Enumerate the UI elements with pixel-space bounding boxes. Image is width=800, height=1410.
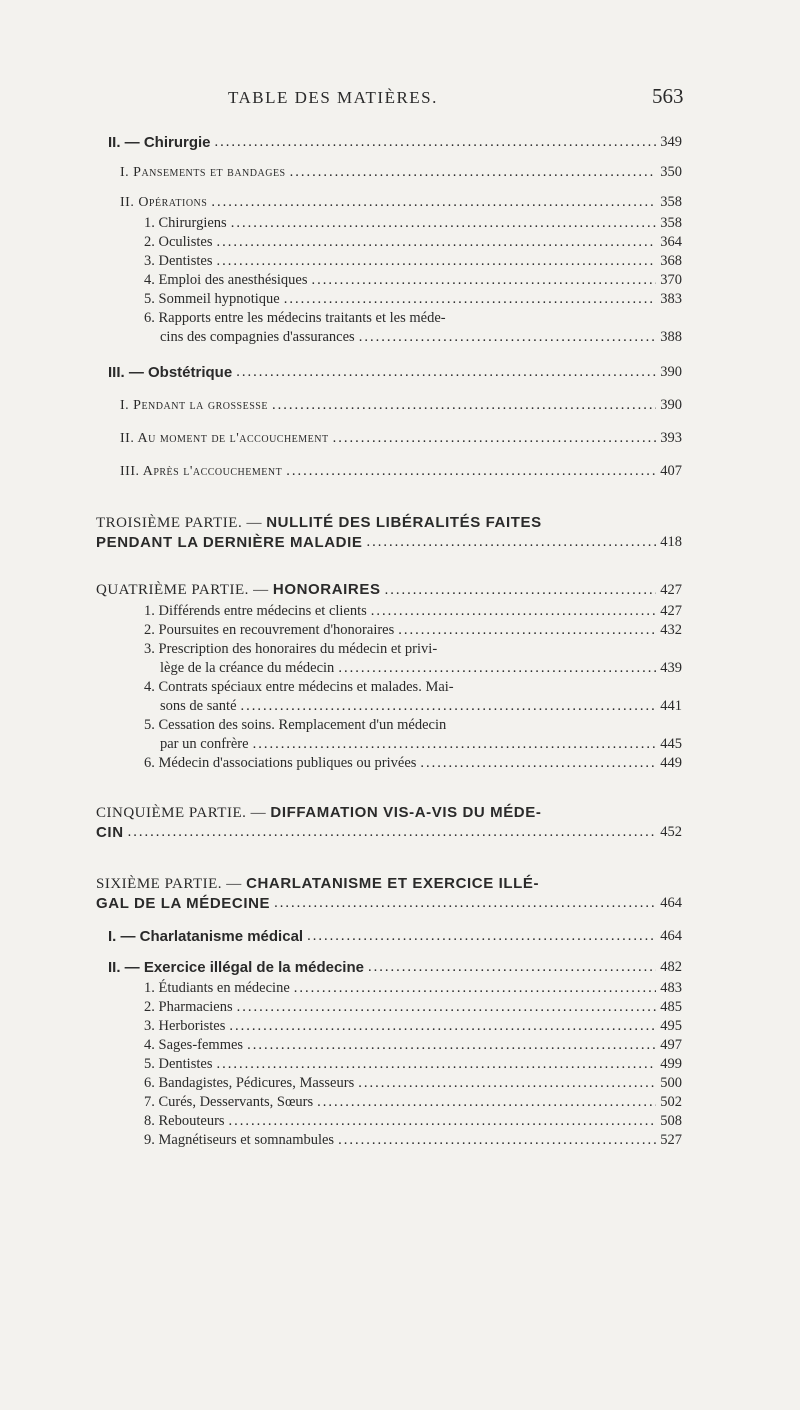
toc-entry-prescription: 3. Prescription des honoraires du médecin et privi- lège de la créance du médecin ..... 439 xyxy=(108,640,682,678)
toc-entry-bandagistes: 6. Bandagistes, Pédicures, Masseurs ..... 500 xyxy=(108,1074,682,1093)
toc-entry-accouchement: II. Au moment de l'accouchement ..... 393 xyxy=(108,429,682,448)
toc-entry-charlatanisme: I. — Charlatanisme médical ..... 464 xyxy=(108,927,682,946)
toc-entry-sommeil: 5. Sommeil hypnotique ..... 383 xyxy=(108,290,682,309)
toc-entry-poursuites: 2. Poursuites en recouvrement d'honoraires ..... 432 xyxy=(108,621,682,640)
toc-entry-etudiants: 1. Étudiants en médecine ..... 483 xyxy=(108,979,682,998)
running-title: TABLE DES MATIÈRES. xyxy=(228,88,438,107)
table-of-contents xyxy=(96,133,682,1150)
toc-part-five: CINQUIÈME PARTIE. — DIFFAMATION VIS-A-VIS DU MÉDE- CIN ..... 452 xyxy=(96,803,682,842)
toc-part-three: TROISIÈME PARTIE. — NULLITÉ DES LIBÉRALITÉS FAITES PENDANT LA DERNIÈRE MALADIE ..... 418 xyxy=(96,513,682,552)
toc-entry-rapports: 6. Rapports entre les médecins traitants et les méde- cins des compagnies d'assurances ..... 388 xyxy=(108,309,682,347)
toc-entry-apres-accouchement: III. Après l'accouchement ..... 407 xyxy=(108,462,682,481)
toc-entry-operations: II. Opérations ..... 358 xyxy=(108,193,682,212)
page-number: 563 xyxy=(652,84,684,108)
toc-entry-chirurgie: II. — Chirurgie ..... 349 xyxy=(108,133,682,152)
toc-entry-cures: 7. Curés, Desservants, Sœurs ..... 502 xyxy=(108,1093,682,1112)
toc-entry-contrats: 4. Contrats spéciaux entre médecins et malades. Mai- sons de santé ..... 441 xyxy=(108,678,682,716)
toc-entry-pharmaciens: 2. Pharmaciens ..... 485 xyxy=(108,998,682,1017)
toc-entry-anesthesiques: 4. Emploi des anesthésiques ..... 370 xyxy=(108,271,682,290)
toc-entry-exercice-illegal: II. — Exercice illégal de la médecine ..... 482 xyxy=(108,958,682,977)
toc-entry-chirurgiens: 1. Chirurgiens ..... 358 xyxy=(108,214,682,233)
toc-entry-rebouteurs: 8. Rebouteurs ..... 508 xyxy=(108,1112,682,1131)
toc-entry-pansements: I. Pansements et bandages ..... 350 xyxy=(108,163,682,182)
toc-entry-dentistes-2: 5. Dentistes ..... 499 xyxy=(108,1055,682,1074)
toc-entry-differends: 1. Différends entre médecins et clients ..... 427 xyxy=(108,602,682,621)
toc-entry-dentistes: 3. Dentistes ..... 368 xyxy=(108,252,682,271)
running-header xyxy=(0,84,800,114)
toc-entry-associations: 6. Médecin d'associations publiques ou privées ..... 449 xyxy=(108,754,682,773)
toc-entry-obstetrique: III. — Obstétrique ..... 390 xyxy=(108,363,682,382)
toc-entry-herboristes: 3. Herboristes ..... 495 xyxy=(108,1017,682,1036)
toc-entry-magnetiseurs: 9. Magnétiseurs et somnambules ..... 527 xyxy=(108,1131,682,1150)
toc-entry-sages-femmes: 4. Sages-femmes ..... 497 xyxy=(108,1036,682,1055)
toc-part-four: QUATRIÈME PARTIE. — HONORAIRES ..... 427 xyxy=(96,580,682,600)
toc-entry-grossesse: I. Pendant la grossesse ..... 390 xyxy=(108,396,682,415)
toc-entry-oculistes: 2. Oculistes ..... 364 xyxy=(108,233,682,252)
toc-entry-cessation: 5. Cessation des soins. Remplacement d'un médecin par un confrère ..... 445 xyxy=(108,716,682,754)
toc-part-six: SIXIÈME PARTIE. — CHARLATANISME ET EXERCICE ILLÉ- GAL DE LA MÉDECINE ..... 464 xyxy=(96,874,682,913)
